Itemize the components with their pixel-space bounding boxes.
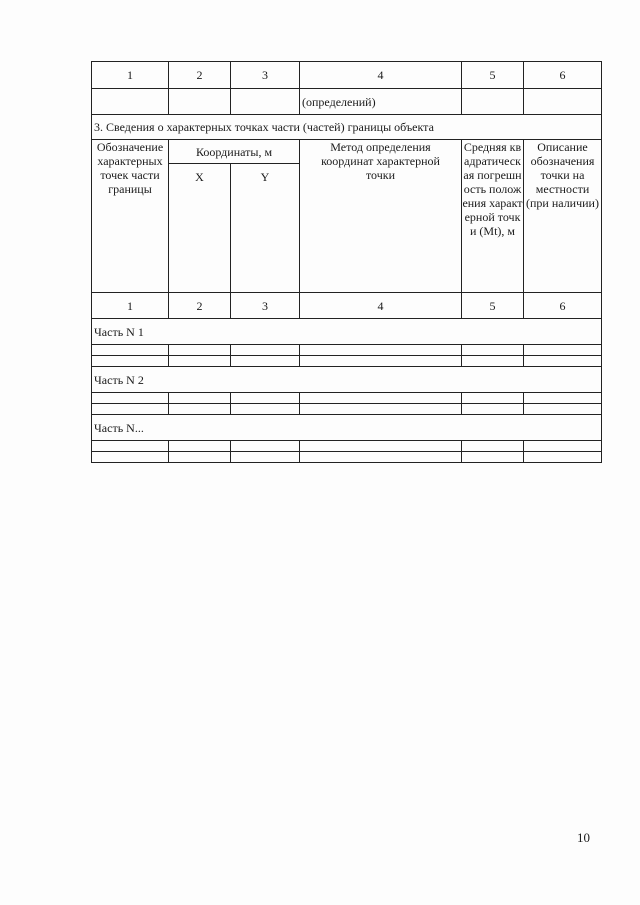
page-number: 10 [577, 830, 590, 845]
cell [169, 452, 231, 463]
header-y: Y [231, 164, 300, 293]
cell [92, 393, 169, 404]
cell [300, 452, 462, 463]
cell [524, 393, 602, 404]
cell [524, 441, 602, 452]
cell [300, 345, 462, 356]
cell [231, 356, 300, 367]
table-row [92, 452, 602, 463]
table-row [92, 441, 602, 452]
cell [524, 356, 602, 367]
cell [92, 404, 169, 415]
cell [231, 89, 300, 115]
col-number-3: 3 [231, 293, 300, 319]
cell [169, 89, 231, 115]
cell [92, 345, 169, 356]
cell [524, 404, 602, 415]
cell [169, 441, 231, 452]
col-number-4: 4 [300, 62, 462, 89]
table-row [92, 345, 602, 356]
section-title-row [92, 115, 602, 140]
cell [300, 356, 462, 367]
part-label: Часть N 2 [92, 367, 602, 393]
column-number-row [92, 62, 602, 89]
method-continuation-text: (определений) [300, 89, 462, 115]
cell [524, 89, 602, 115]
cell [462, 452, 524, 463]
cell [231, 393, 300, 404]
col-number-5: 5 [462, 293, 524, 319]
header-description: Описание обозначения точки на местности (при наличии) [524, 140, 602, 293]
part-row [92, 319, 602, 345]
cell [300, 404, 462, 415]
cell [231, 441, 300, 452]
col-number-2: 2 [169, 62, 231, 89]
continuation-row [92, 89, 602, 115]
boundary-points-table [91, 61, 602, 463]
col-number-1: 1 [92, 62, 169, 89]
col-number-6: 6 [524, 293, 602, 319]
col-number-1: 1 [92, 293, 169, 319]
cell [462, 404, 524, 415]
header-mse: Средняя квадратическая погрешность положения характерной точки (Mt), м [462, 140, 524, 293]
cell [231, 345, 300, 356]
cell [92, 356, 169, 367]
table-row [92, 404, 602, 415]
cell [169, 356, 231, 367]
header-coordinates: Координаты, м [169, 140, 300, 164]
cell [92, 452, 169, 463]
column-number-row [92, 293, 602, 319]
cell [462, 345, 524, 356]
cell [462, 356, 524, 367]
col-number-3: 3 [231, 62, 300, 89]
col-number-6: 6 [524, 62, 602, 89]
part-label: Часть N... [92, 415, 602, 441]
cell [169, 404, 231, 415]
cell [92, 441, 169, 452]
col-number-4: 4 [300, 293, 462, 319]
cell [462, 89, 524, 115]
header-method: Метод определения координат характерной точки [300, 140, 462, 293]
col-number-5: 5 [462, 62, 524, 89]
cell [300, 441, 462, 452]
table-row [92, 356, 602, 367]
part-row [92, 367, 602, 393]
table-row [92, 393, 602, 404]
cell [92, 89, 169, 115]
part-row [92, 415, 602, 441]
cell [524, 345, 602, 356]
cell [169, 345, 231, 356]
cell [524, 452, 602, 463]
cell [462, 441, 524, 452]
cell [169, 393, 231, 404]
cell [300, 393, 462, 404]
part-label: Часть N 1 [92, 319, 602, 345]
header-x: X [169, 164, 231, 293]
cell [231, 452, 300, 463]
section-title: 3. Сведения о характерных точках части (частей) границы объекта [92, 115, 602, 140]
col-number-2: 2 [169, 293, 231, 319]
cell [462, 393, 524, 404]
header-designation: Обозначение характерных точек части границы [92, 140, 169, 293]
cell [231, 404, 300, 415]
header-row [92, 140, 602, 164]
